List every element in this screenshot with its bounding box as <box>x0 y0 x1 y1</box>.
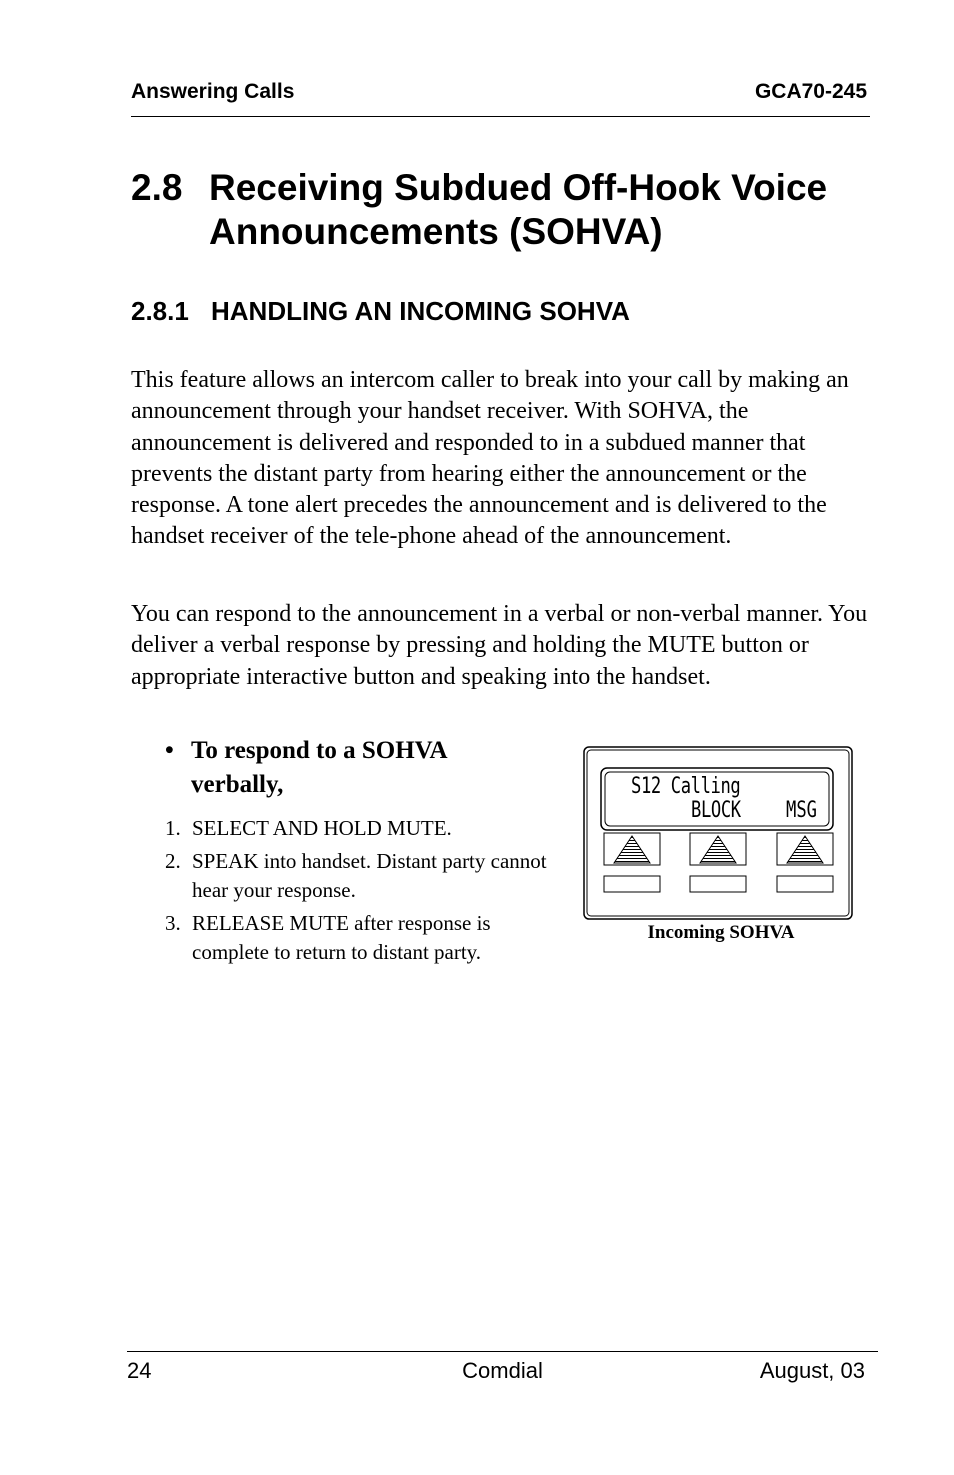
phone-display-illustration <box>583 746 853 920</box>
procedure-heading-line-2: verbally, <box>191 771 284 798</box>
body-paragraph-1: This feature allows an intercom caller to break into your call by making an announcement through your handset receiver. With SOHVA, the announcement is delivered and responded to in a subdued manner that prevents the distant party from hearing either the announcement or the response. A tone alert precedes the announcement and is delivered to the handset receiver of the tele-phone ahead of the announcement. <box>131 367 849 550</box>
section-title-line-2: Announcements (SOHVA) <box>209 211 663 252</box>
page-number: 24 <box>127 1358 152 1383</box>
subsection-number: 2.8.1 <box>131 296 189 326</box>
lcd-softkey-block: BLOCK <box>691 798 741 823</box>
step-number: 1. <box>165 816 181 840</box>
section-number: 2.8 <box>131 167 183 208</box>
footer-company: Comdial <box>462 1358 543 1383</box>
procedure-heading <box>165 734 525 802</box>
step-text: SPEAK into handset. Distant party cannot hear your response. <box>192 849 547 902</box>
procedure-steps <box>165 814 565 971</box>
procedure-step <box>165 847 565 905</box>
lcd-softkey-msg: MSG <box>786 798 818 823</box>
procedure-step <box>165 909 565 967</box>
softkey-middle-label-slot <box>690 876 746 892</box>
subsection-title-text: HANDLING AN INCOMING SOHVA <box>211 296 630 326</box>
running-header <box>131 80 870 117</box>
softkey-left-label-slot <box>604 876 660 892</box>
step-text: SELECT AND HOLD MUTE. <box>192 816 452 840</box>
header-document-code: GCA70-245 <box>754 80 867 103</box>
phone-display-drawing <box>583 746 853 920</box>
section-title <box>131 166 827 254</box>
subsection-title <box>131 296 630 327</box>
page-footer <box>127 1351 878 1386</box>
footer-date: August, 03 <box>759 1358 865 1383</box>
header-chapter-title: Answering Calls <box>131 80 295 103</box>
body-paragraph-2: You can respond to the announcement in a verbal or non-verbal manner. You deliver a verbal response by pressing and holding the MUTE button or appropriate interactive button and speaking into the handset. <box>131 601 868 690</box>
procedure-heading-line-1: To respond to a SOHVA <box>191 737 448 764</box>
lcd-caller-text: S12 Calling <box>631 774 741 799</box>
step-number: 2. <box>165 849 181 873</box>
step-number: 3. <box>165 911 181 935</box>
step-text: RELEASE MUTE after response is complete to return to distant party. <box>192 911 491 964</box>
softkey-right-label-slot <box>777 876 833 892</box>
procedure-step <box>165 814 565 843</box>
figure-caption: Incoming SOHVA <box>647 922 795 943</box>
section-title-line-1: Receiving Subdued Off-Hook Voice <box>209 167 828 208</box>
bullet-icon: • <box>165 737 174 764</box>
